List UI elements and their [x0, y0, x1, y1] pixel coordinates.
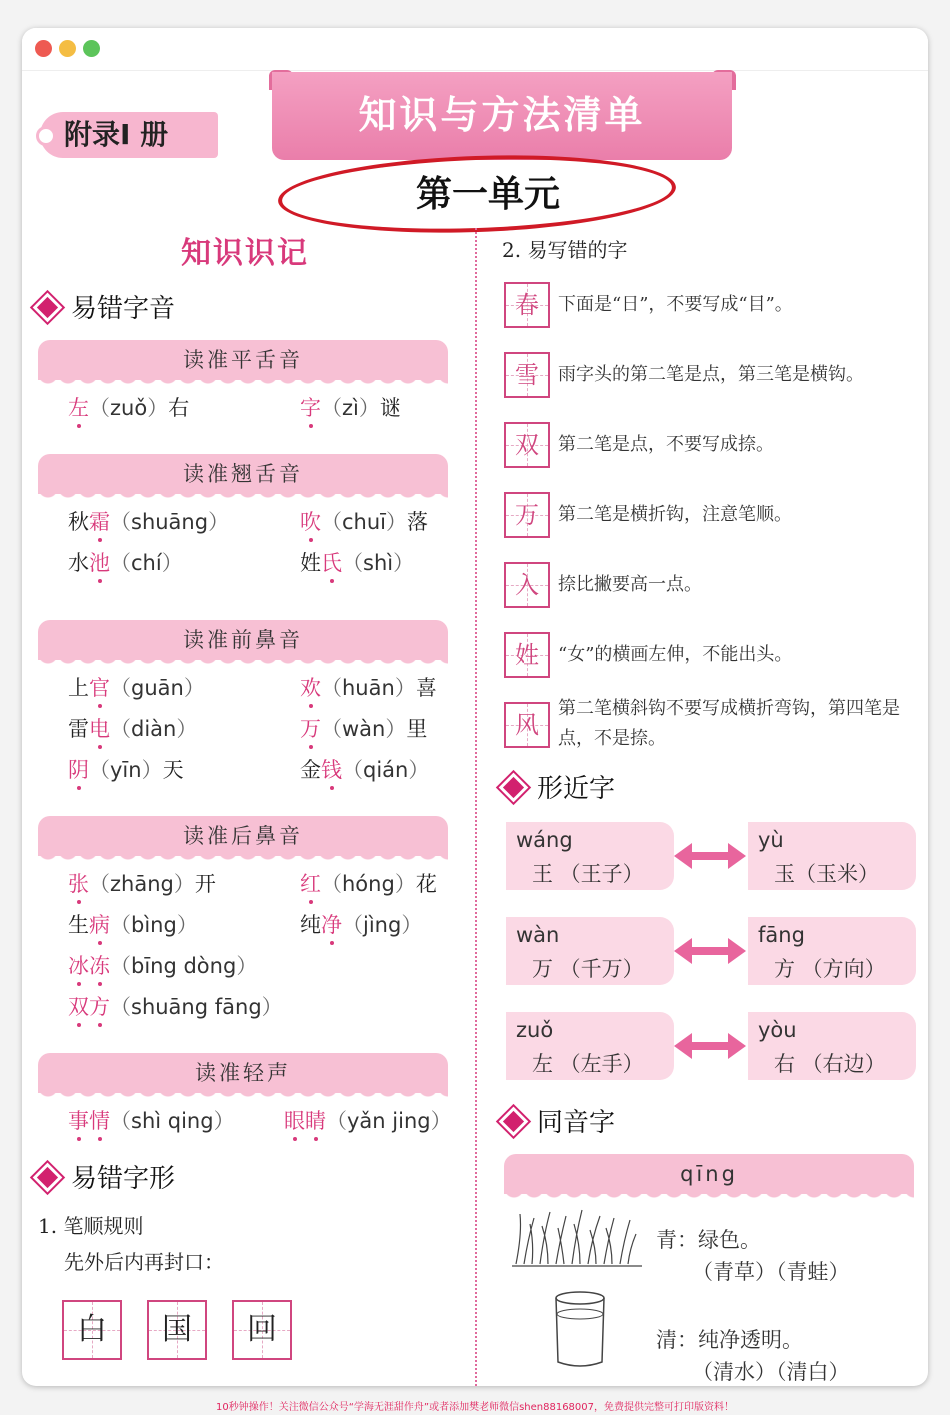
document-window — [22, 28, 928, 1386]
knowledge-title: 知识识记 — [181, 236, 309, 271]
diamond-bullet-icon — [37, 297, 58, 318]
wrong-char-note: 雨字头的第二笔是点，第三笔是横钩。 — [558, 364, 864, 385]
wrong-char-note: 捺比撇要高一点。 — [558, 574, 702, 595]
section-heading-similar: 形近字 — [506, 768, 615, 805]
similar-char-right: yù 玉（玉米） — [748, 822, 916, 890]
wrong-char-box: 姓 — [504, 632, 550, 678]
pron-row: 眼睛（yǎn jing） — [284, 1109, 452, 1133]
band-houbi: 读准后鼻音 — [38, 816, 448, 856]
wrong-char-note: 第二笔横斜钩不要写成横折弯钩，第四笔是点，不是捺。 — [558, 698, 900, 749]
stroke-rule-title: 1. 笔顺规则 — [38, 1214, 144, 1238]
appendix-label: 附录Ⅰ 册 — [40, 112, 218, 158]
wrong-chars-title: 2. 易写错的字 — [502, 238, 628, 262]
char-box: 回 — [232, 1300, 292, 1360]
pron-row: 阴（yīn）天 — [68, 758, 184, 782]
pron-row: 上官（guān） — [68, 676, 205, 700]
homophone-line: （清水）（清白） — [692, 1360, 850, 1384]
band-homophone: qīng — [504, 1154, 914, 1194]
footer-notice: 10秒钟操作！关注微信公众号“学海无涯甜作舟”或者添加樊老师微信shen88168007，免费提供完整可打印版资料！ — [215, 1402, 735, 1413]
pron-row: 张（zhāng）开 — [68, 872, 216, 896]
diamond-bullet-icon — [503, 1111, 524, 1132]
section-heading-homophone: 同音字 — [506, 1102, 615, 1139]
pron-row: 欢（huān）喜 — [300, 676, 437, 700]
pron-row: 吹（chuī）落 — [300, 510, 428, 534]
wrong-char-note: 第二笔是点，不要写成捺。 — [558, 434, 774, 455]
close-window-icon[interactable] — [35, 40, 52, 57]
pron-row: 姓氏（shì） — [300, 551, 415, 575]
pron-row: 双方（shuāng fāng） — [68, 995, 283, 1019]
grass-illustration — [512, 1204, 642, 1268]
section-heading-glyph: 易错字形 — [40, 1158, 175, 1195]
pron-row: 红（hóng）花 — [300, 872, 437, 896]
similar-char-left: zuǒ 左 （左手） — [506, 1012, 674, 1080]
double-arrow-icon — [674, 938, 746, 964]
pron-row: 水池（chí） — [68, 551, 183, 575]
diamond-bullet-icon — [503, 777, 524, 798]
similar-char-left: wáng 王 （王子） — [506, 822, 674, 890]
double-arrow-icon — [674, 843, 746, 869]
band-pingshe: 读准平舌音 — [38, 340, 448, 380]
char-box: 白 — [62, 1300, 122, 1360]
banner-title: 知识与方法清单 — [358, 93, 646, 137]
similar-char-left: wàn 万 （千万） — [506, 917, 674, 985]
water-glass-illustration — [552, 1290, 608, 1370]
pron-row: 秋霜（shuāng） — [68, 510, 230, 534]
wrong-char-box: 入 — [504, 562, 550, 608]
stroke-rule-desc: 先外后内再封口： — [64, 1250, 224, 1274]
pron-row: 字（zì）谜 — [300, 396, 401, 420]
wrong-char-box: 春 — [504, 282, 550, 328]
wrong-char-box: 万 — [504, 492, 550, 538]
homophone-line: （青草）（青蛙） — [692, 1260, 850, 1284]
wrong-char-box: 风 — [504, 702, 550, 748]
unit-title: 第一单元 — [415, 174, 560, 215]
pron-row: 金钱（qián） — [300, 758, 430, 782]
diamond-bullet-icon — [37, 1167, 58, 1188]
wrong-char-note: 下面是“日”，不要写成“目”。 — [558, 294, 793, 315]
homophone-line: 清：纯净透明。 — [656, 1328, 803, 1352]
minimize-window-icon[interactable] — [59, 40, 76, 57]
double-arrow-icon — [674, 1033, 746, 1059]
section-heading-pronunciation: 易错字音 — [40, 288, 175, 325]
wrong-char-note: 第二笔是横折钩，注意笔顺。 — [558, 504, 792, 525]
similar-char-right: yòu 右 （右边） — [748, 1012, 916, 1080]
char-box: 国 — [147, 1300, 207, 1360]
pron-row: 生病（bìng） — [68, 913, 198, 937]
window-titlebar — [22, 28, 928, 71]
wrong-char-box: 双 — [504, 422, 550, 468]
homophone-line: 青：绿色。 — [656, 1228, 761, 1252]
pron-row: 事情（shì qing） — [68, 1109, 235, 1133]
wrong-char-note: “女”的横画左伸，不能出头。 — [558, 644, 793, 665]
pron-row: 纯净（jìng） — [300, 913, 423, 937]
band-qiaoshe: 读准翘舌音 — [38, 454, 448, 494]
pron-row: 左（zuǒ）右 — [68, 396, 190, 420]
pron-row: 冰冻（bīng dòng） — [68, 954, 258, 978]
similar-char-right: fāng 方 （方向） — [748, 917, 916, 985]
pron-row: 雷电（diàn） — [68, 717, 198, 741]
maximize-window-icon[interactable] — [83, 40, 100, 57]
band-qingsheng: 读准轻声 — [38, 1053, 448, 1093]
band-qianbi: 读准前鼻音 — [38, 620, 448, 660]
pron-row: 万（wàn）里 — [300, 717, 428, 741]
column-divider — [475, 228, 477, 1386]
wrong-char-box: 雪 — [504, 352, 550, 398]
